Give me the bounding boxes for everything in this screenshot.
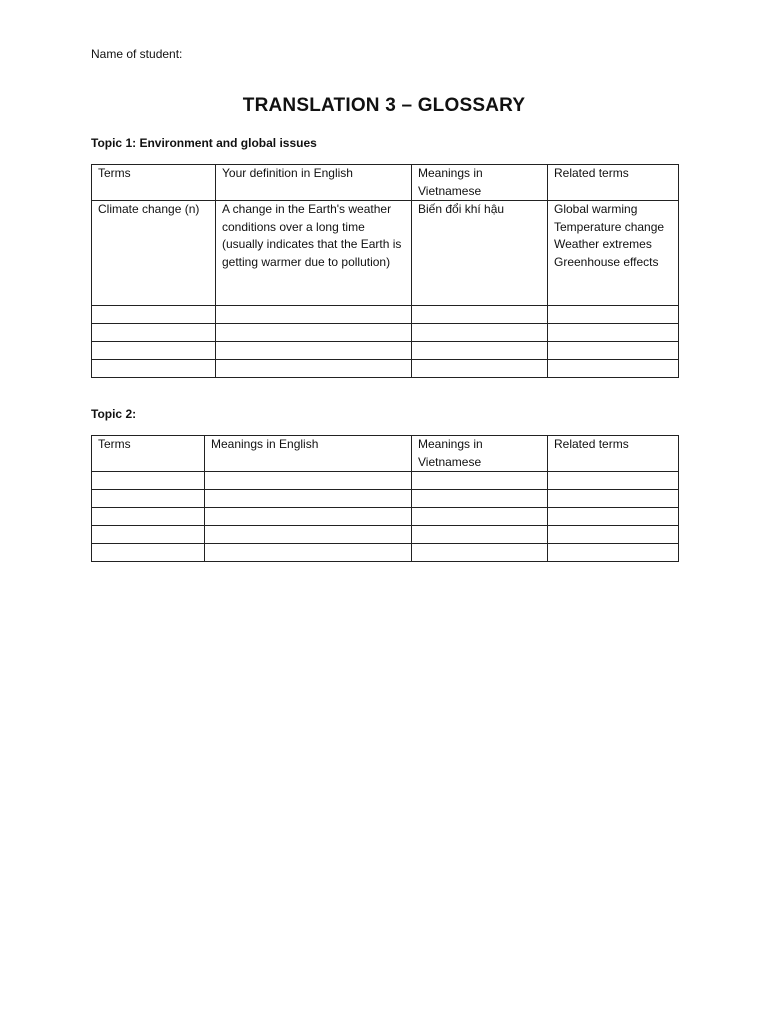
table-row (92, 360, 679, 378)
empty-cell[interactable] (412, 526, 548, 544)
table-row (92, 526, 679, 544)
empty-cell[interactable] (92, 490, 205, 508)
empty-cell[interactable] (412, 360, 548, 378)
header-cell-related: Related terms (548, 165, 679, 201)
empty-cell[interactable] (548, 472, 679, 490)
empty-cell[interactable] (92, 342, 216, 360)
term-cell: Climate change (n) (92, 201, 216, 306)
empty-cell[interactable] (205, 508, 412, 526)
table-header-row (92, 436, 679, 472)
empty-cell[interactable] (412, 324, 548, 342)
header-cell-meanings-english: Meanings in English (205, 436, 412, 472)
topic2-table (91, 435, 679, 562)
header-cell-related: Related terms (548, 436, 679, 472)
empty-cell[interactable] (412, 508, 548, 526)
empty-cell[interactable] (92, 544, 205, 562)
page-title: TRANSLATION 3 – GLOSSARY (242, 95, 526, 116)
empty-cell[interactable] (412, 306, 548, 324)
empty-cell[interactable] (412, 490, 548, 508)
table-row (92, 490, 679, 508)
empty-cell[interactable] (92, 526, 205, 544)
table-row (92, 472, 679, 490)
related-terms-cell: Global warming Temperature change Weather extremes Greenhouse effects (548, 201, 679, 306)
empty-cell[interactable] (548, 342, 679, 360)
definition-cell: A change in the Earth's weather conditions over a long time (usually indicates that the Earth is getting warmer due to pollution) (216, 201, 412, 306)
header-cell-terms: Terms (92, 165, 216, 201)
header-cell-vietnamese: Meanings in Vietnamese (412, 165, 548, 201)
empty-cell[interactable] (548, 508, 679, 526)
empty-cell[interactable] (92, 472, 205, 490)
empty-cell[interactable] (548, 306, 679, 324)
header-cell-definition: Your definition in English (216, 165, 412, 201)
table-header-row (92, 165, 679, 201)
topic1-heading: Topic 1: Environment and global issues (91, 136, 317, 150)
empty-cell[interactable] (412, 342, 548, 360)
topic1-table (91, 164, 679, 378)
table-row (92, 544, 679, 562)
empty-cell[interactable] (548, 526, 679, 544)
empty-cell[interactable] (92, 360, 216, 378)
empty-cell[interactable] (92, 306, 216, 324)
empty-cell[interactable] (92, 324, 216, 342)
empty-cell[interactable] (412, 544, 548, 562)
topic2-heading: Topic 2: (91, 407, 137, 421)
empty-cell[interactable] (205, 526, 412, 544)
empty-cell[interactable] (548, 360, 679, 378)
empty-cell[interactable] (548, 324, 679, 342)
empty-cell[interactable] (216, 306, 412, 324)
empty-cell[interactable] (205, 490, 412, 508)
header-cell-terms: Terms (92, 436, 205, 472)
table-row (92, 508, 679, 526)
empty-cell[interactable] (205, 472, 412, 490)
empty-cell[interactable] (216, 324, 412, 342)
vietnamese-cell: Biến đổi khí hậu (412, 201, 548, 306)
empty-cell[interactable] (548, 490, 679, 508)
table-row (92, 342, 679, 360)
empty-cell[interactable] (548, 544, 679, 562)
empty-cell[interactable] (92, 508, 205, 526)
table-row (92, 201, 679, 306)
empty-cell[interactable] (216, 360, 412, 378)
empty-cell[interactable] (412, 472, 548, 490)
table-row (92, 306, 679, 324)
empty-cell[interactable] (216, 342, 412, 360)
empty-cell[interactable] (205, 544, 412, 562)
student-name-label: Name of student: (91, 47, 183, 61)
table-row (92, 324, 679, 342)
header-cell-vietnamese: Meanings in Vietnamese (412, 436, 548, 472)
